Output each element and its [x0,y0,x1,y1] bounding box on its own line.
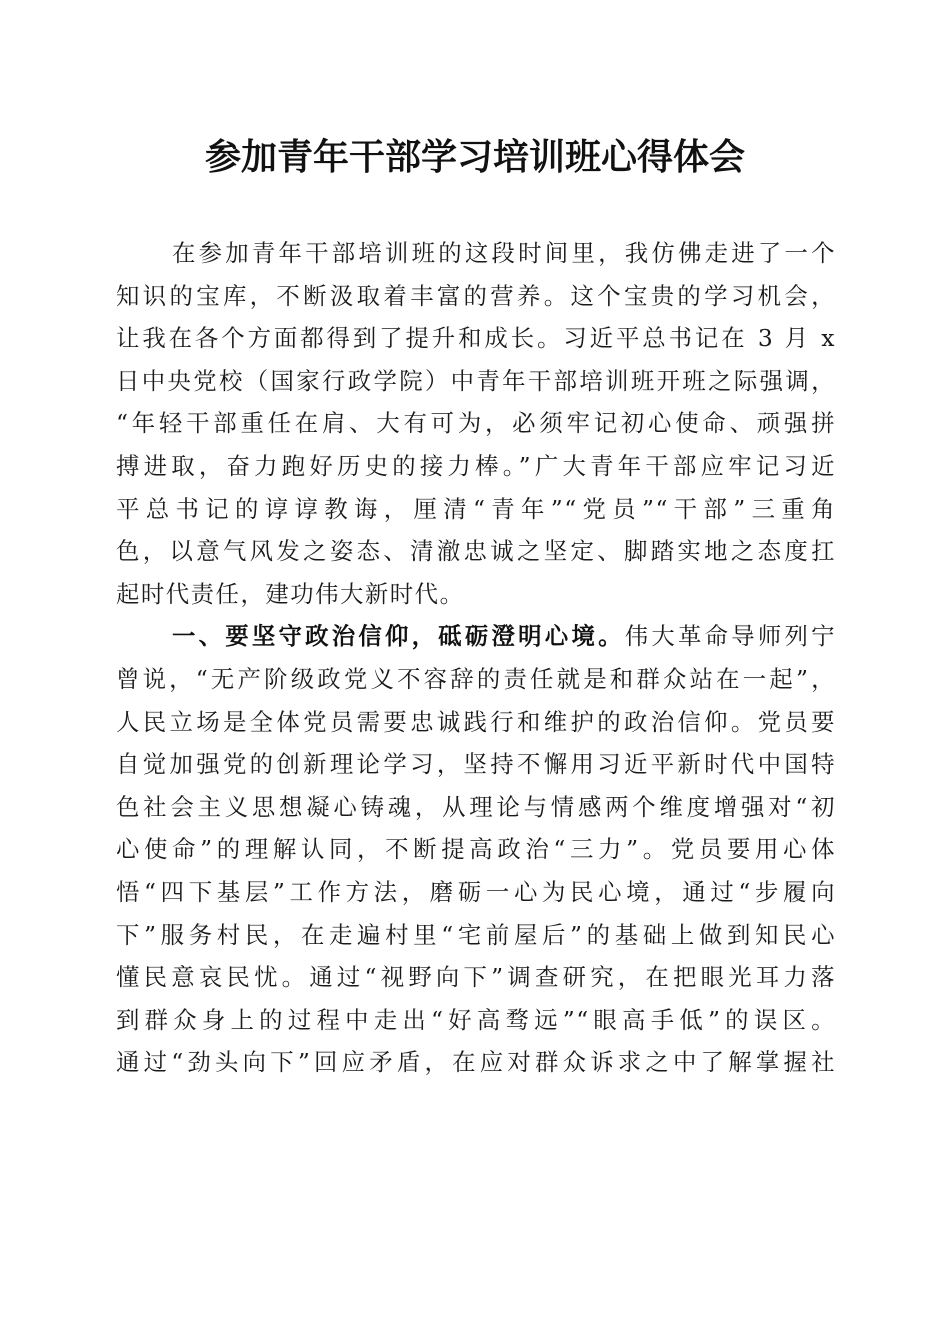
text-line: 平总书记的谆谆教诲，厘清“青年”“党员”“干部”三重角 [116,494,836,523]
text-line: 心使命”的理解认同，不断提高政治“三力”。党员要用心体 [116,835,836,864]
text-line: 知识的宝库，不断汲取着丰富的营养。这个宝贵的学习机会， [116,281,836,310]
text-line: 色，以意气风发之姿态、清澈忠诚之坚定、脚踏实地之态度扛 [116,537,836,566]
text-line: 在参加青年干部培训班的这段时间里，我仿佛走进了一个 [172,239,836,267]
section-first-line-rest: 伟大革命导师列宁 [624,622,837,651]
text-line: 人民立场是全体党员需要忠诚践行和维护的政治信仰。党员要 [116,707,836,736]
text-line: 通过“劲头向下”回应矛盾，在应对群众诉求之中了解掌握社 [116,1048,836,1077]
text-line: 曾说，“无产阶级政党义不容辞的责任就是和群众站在一起”， [116,664,836,693]
text-line: 悟“四下基层”工作方法，磨砺一心为民心境，通过“步履向 [116,877,836,906]
text-line: 下”服务村民，在走遍村里“宅前屋后”的基础上做到知民心 [116,920,836,949]
text-line: 懂民意哀民忧。通过“视野向下”调查研究，在把眼光耳力落 [116,963,836,992]
paragraph-section-one [116,615,836,1084]
document-title: 参加青年干部学习培训班心得体会 [204,136,745,178]
text-line: 日中央党校（国家行政学院）中青年干部培训班开班之际强调， [116,366,836,395]
text-line: 搏进取，奋力跑好历史的接力棒。”广大青年干部应牢记习近 [116,451,836,480]
section-heading: 一、要坚守政治信仰，砥砺澄明心境。 [172,622,625,651]
text-line: 到群众身上的过程中走出“好高骛远”“眼高手低”的误区。 [116,1005,836,1034]
section-first-line [116,615,836,658]
paragraph-intro [116,232,836,615]
text-line: 起时代责任，建功伟大新时代。 [116,579,465,608]
text-line: 色社会主义思想凝心铸魂，从理论与情感两个维度增强对“初 [116,792,836,821]
text-line: 自觉加强党的创新理论学习，坚持不懈用习近平新时代中国特 [116,750,836,779]
document-body [116,232,836,1084]
text-line: “年轻干部重任在肩、大有可为，必须牢记初心使命、顽强拼 [116,409,836,438]
text-line: 让我在各个方面都得到了提升和成长。习近平总书记在 3 月 x [116,324,836,353]
